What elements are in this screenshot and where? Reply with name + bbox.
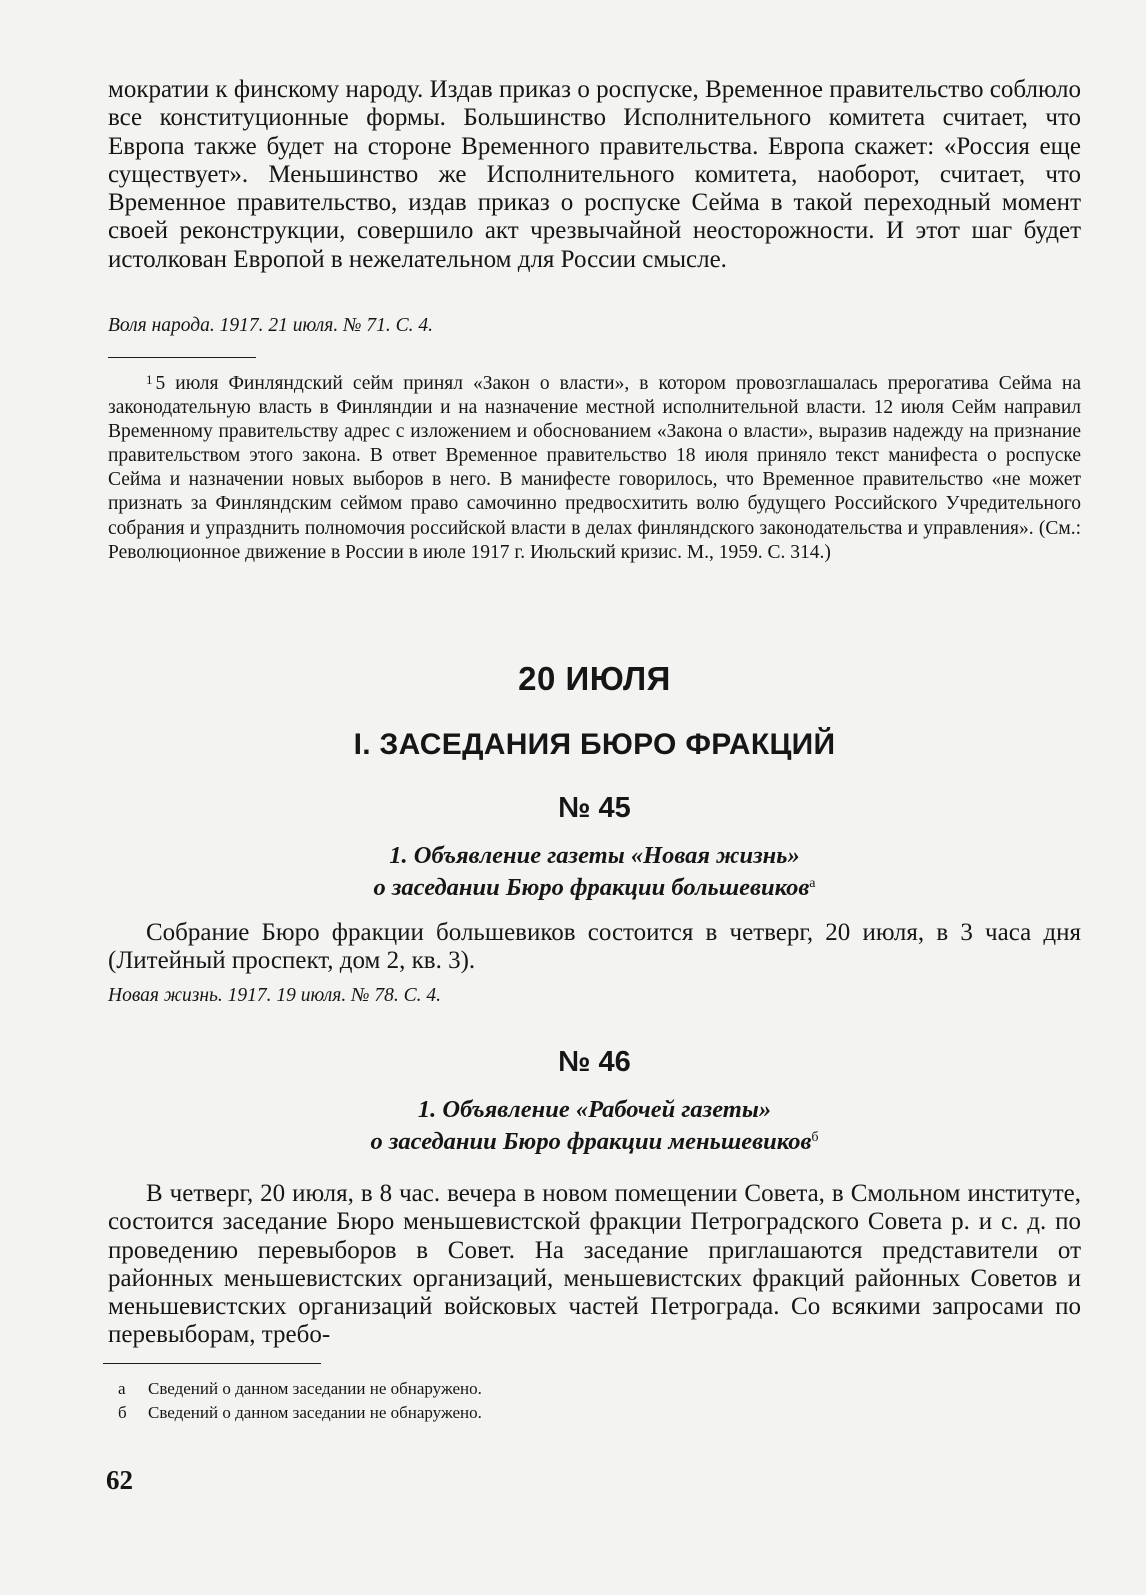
title-line: 1. Объявление газеты «Новая жизнь» [389, 842, 800, 869]
title-line: 1. Объявление «Рабочей газеты» [417, 1096, 772, 1123]
footnote-marker: а [118, 1379, 126, 1398]
title-line [108, 870, 1081, 902]
source-citation-45: Новая жизнь. 1917. 19 июля. № 78. С. 4. [108, 985, 441, 1006]
source-citation: Воля народа. 1917. 21 июля. № 71. С. 4. [108, 315, 433, 336]
footnote-rule [108, 357, 256, 358]
footnote-marker: б [118, 1403, 127, 1422]
document-number-46: № 46 [558, 1046, 631, 1078]
document-number-45: № 45 [558, 792, 631, 824]
footnote-text: Сведений о данном заседании не обнаружено. [148, 1403, 482, 1422]
footnote-1 [108, 368, 1081, 565]
footnote-text: 5 июля Финляндский сейм принял «Закон о власти», в котором провозглашалась прерогатива Сейма на законодательную власть в Финляндии и на назначение местной исполнительной власти. 12 июля Сейм направил Временному правительству адрес с изложением и обоснованием «Закона о власти», выразив надежду на признание правительством этого закона. В ответ Временное правительство 18 июля приняло текст манифеста о роспуске Сейма и назначении новых выборов в него. В манифесте говорилось, что Временное правительство «не может признать за Финляндским сеймом право самочинно предвосхитить волю будущего Российского Учредительного собрания и упразднить полномочия российской власти в делах финляндского законодательства и управления». (См.: Революционное движение в России в июле 1917 г. Июльский кризис. М., 1959. С. 314.) [108, 373, 1081, 563]
note-marker: б [811, 1130, 819, 1145]
title-text: о заседании Бюро фракции большевиков [373, 874, 810, 901]
document-title-45 [108, 842, 1081, 902]
title-text: о заседании Бюро фракции меньшевиков [370, 1128, 812, 1155]
footnote-text: Сведений о данном заседании не обнаружено. [148, 1379, 482, 1398]
page-number: 62 [106, 1465, 133, 1495]
bottom-footnote-a [118, 1378, 1018, 1399]
note-marker: а [809, 876, 816, 891]
bottom-footnote-rule [103, 1363, 321, 1364]
document-text-45: Собрание Бюро фракции большевиков состоится в четверг, 20 июля, в 3 часа дня (Литейный проспект, дом 2, кв. 3). [108, 919, 1081, 975]
document-text-46: В четверг, 20 июля, в 8 час. вечера в новом помещении Совета, в Смольном институте, состоится заседание Бюро меньшевистской фракции Петроградского Совета р. и с. д. по проведению перевыборов в Совет. На заседание приглашаются представители от районных меньшевистских организаций, меньшевистских фракций районных Советов и меньшевистских организаций войсковых частей Петрограда. Со всякими запросами по перевыборам, требо- [108, 1180, 1081, 1349]
continuation-paragraph: мократии к финскому народу. Издав приказ о роспуске, Временное правительство соблюло все конституционные формы. Большинство Исполнительного комитета считает, что Европа также будет на стороне Временного правительства. Европа скажет: «Россия еще существует». Меньшинство же Исполнительного комитета, наоборот, считает, что Временное правительство, издав приказ о роспуске Сейма в такой переходный момент своей реконструкции, совершило акт чрезвычайной неосторожности. И этот шаг будет истолкован Европой в нежелательном для России смысле. [108, 76, 1081, 273]
title-line [108, 1124, 1081, 1156]
footnote-marker: 1 [146, 372, 153, 387]
bottom-footnote-b [118, 1402, 1018, 1423]
date-heading: 20 ИЮЛЯ [518, 660, 671, 697]
document-title-46 [108, 1096, 1081, 1156]
section-heading: I. ЗАСЕДАНИЯ БЮРО ФРАКЦИЙ [353, 728, 836, 761]
